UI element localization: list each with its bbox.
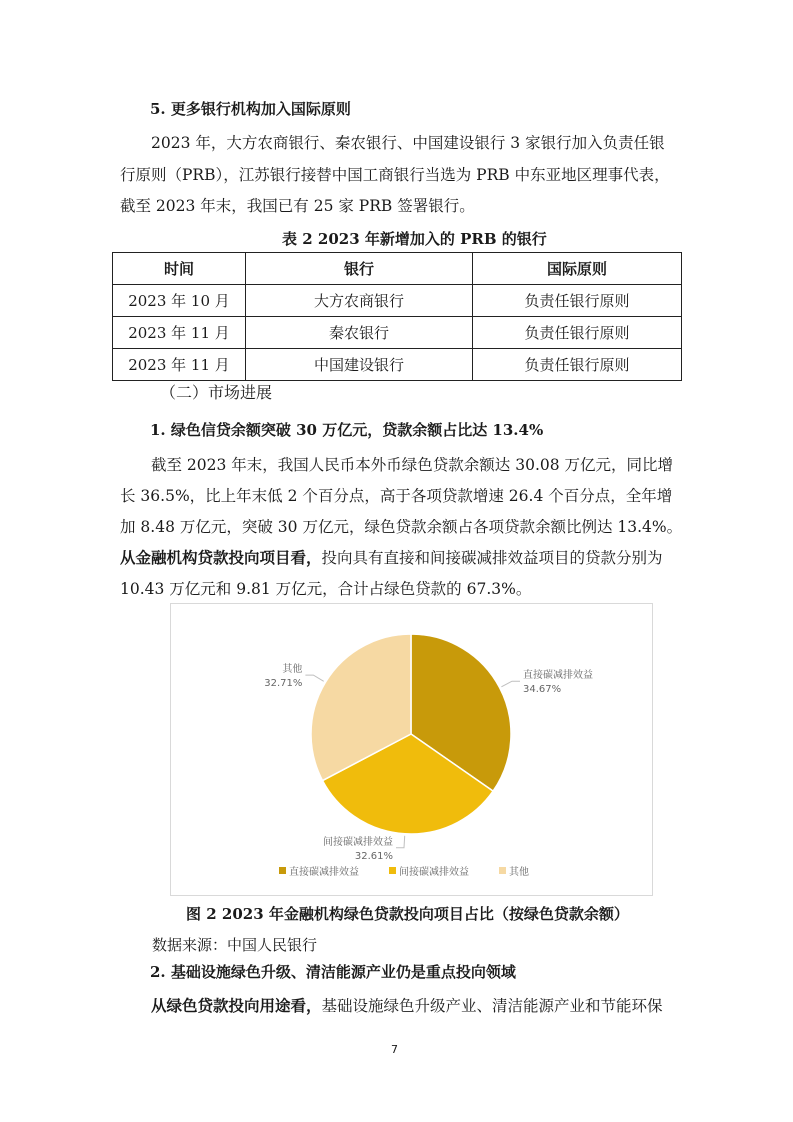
leader-line-1 (501, 681, 520, 687)
table-header-bank: 银行 (246, 253, 473, 285)
table-cell-time: 2023 年 11 月 (113, 349, 246, 381)
figure2-caption: 图 2 2023 年金融机构绿色贷款投向项目占比（按绿色贷款余额） (186, 905, 629, 923)
page-number: 7 (391, 1043, 398, 1056)
table-cell-time: 2023 年 10 月 (113, 285, 246, 317)
table-cell-bank: 中国建设银行 (246, 349, 473, 381)
subsection-heading: （二）市场进展 (160, 383, 273, 402)
section5-para-line-2: 行原则（PRB），江苏银行接替中国工商银行当选为 PRB 中东亚地区理事代表， (120, 166, 670, 184)
section1-para-line-1: 截至 2023 年末，我国人民币本外币绿色贷款余额达 30.08 万亿元，同比增 (151, 456, 674, 474)
leader-line-2 (396, 836, 405, 848)
legend-label-2: 间接碳减排效益 (399, 867, 469, 878)
table-row (113, 317, 682, 349)
leader-line-3 (305, 675, 323, 681)
table-cell-bank: 秦农银行 (246, 317, 473, 349)
prb-banks-table (112, 252, 682, 381)
legend-label-3: 其他 (509, 867, 529, 878)
section2-bold-lead: 从绿色贷款投向用途看， (151, 996, 322, 1015)
section2-lead-rest: 基础设施绿色升级产业、清洁能源产业和节能环保 (321, 997, 663, 1015)
data-label-value-1: 34.67% (523, 684, 562, 696)
table-cell-time: 2023 年 11 月 (113, 317, 246, 349)
table-header-principle: 国际原则 (473, 253, 682, 285)
data-label-name-3: 其他 (282, 664, 303, 676)
legend-swatch-3 (499, 867, 506, 874)
table-cell-bank: 大方农商银行 (246, 285, 473, 317)
pie-chart-frame (170, 603, 653, 896)
section1-lead-rest: 投向具有直接和间接碳减排效益项目的贷款分别为 (321, 549, 663, 567)
table-cell-principle: 负责任银行原则 (473, 285, 682, 317)
section1-para-line-3: 加 8.48 万亿元，突破 30 万亿元，绿色贷款余额占各项贷款余额比例达 13.4%。 (120, 518, 683, 536)
section1-bold-lead: 从金融机构贷款投向项目看， (120, 548, 322, 567)
pie-chart (171, 604, 652, 895)
table-cell-principle: 负责任银行原则 (473, 317, 682, 349)
table-cell-principle: 负责任银行原则 (473, 349, 682, 381)
section1-para-line-5: 10.43 万亿元和 9.81 万亿元，合计占绿色贷款的 67.3%。 (120, 580, 532, 598)
section1-para-line-2: 长 36.5%，比上年末低 2 个百分点，高于各项贷款增速 26.4 个百分点，全年增 (120, 487, 673, 505)
table-header-row (113, 253, 682, 285)
section1-heading: 1. 绿色信贷余额突破 30 万亿元，贷款余额占比达 13.4% (150, 421, 544, 439)
data-label-name-1: 直接碳减排效益 (523, 670, 593, 682)
table2-caption: 表 2 2023 年新增加入的 PRB 的银行 (282, 230, 547, 248)
legend-label-1: 直接碳减排效益 (289, 867, 359, 878)
section2-para-line-1 (151, 996, 663, 1016)
table-header-time: 时间 (113, 253, 246, 285)
figure2-source: 数据来源：中国人民银行 (152, 936, 318, 954)
section5-heading: 5. 更多银行机构加入国际原则 (150, 100, 351, 118)
data-label-name-2: 间接碳减排效益 (323, 836, 393, 848)
section5-para-line-3: 截至 2023 年末，我国已有 25 家 PRB 签署银行。 (120, 197, 475, 215)
section1-para-line-4 (120, 548, 663, 568)
table-row (113, 285, 682, 317)
legend-swatch-2 (389, 867, 396, 874)
table-row (113, 349, 682, 381)
section5-para-line-1: 2023 年，大方农商银行、秦农银行、中国建设银行 3 家银行加入负责任银 (151, 134, 665, 152)
data-label-value-2: 32.61% (354, 850, 393, 862)
section2-heading: 2. 基础设施绿色升级、清洁能源产业仍是重点投向领域 (150, 963, 516, 981)
data-label-value-3: 32.71% (264, 678, 303, 690)
legend-swatch-1 (279, 867, 286, 874)
